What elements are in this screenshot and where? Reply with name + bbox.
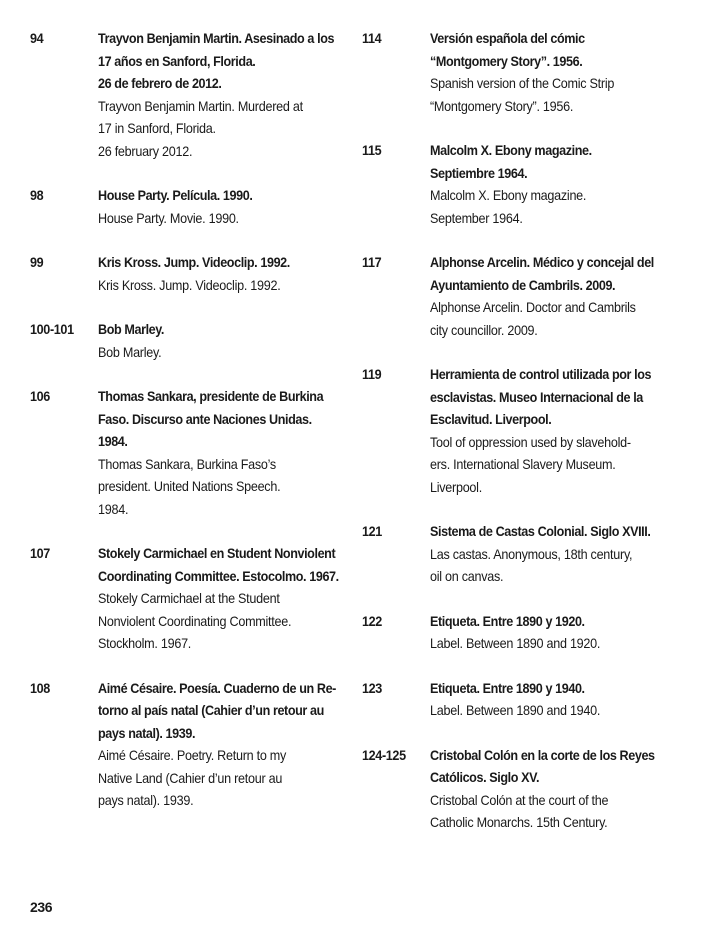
- caption-english-text: Nonviolent Coordinating Committee.: [98, 612, 292, 629]
- caption-spanish-text: Herramienta de control utilizada por los: [430, 366, 652, 382]
- caption-english-line: [430, 319, 682, 342]
- caption-spanish-text: esclavistas. Museo Internacional de la: [430, 388, 643, 405]
- caption-spanish-text: “Montgomery Story”. 1956.: [430, 52, 583, 69]
- figure-number: 114: [362, 30, 382, 46]
- figure-number: 94: [30, 30, 44, 46]
- caption-spanish-line: [430, 162, 682, 185]
- caption-english-text: Label. Between 1890 and 1940.: [430, 702, 601, 718]
- caption-english-line: [430, 632, 682, 655]
- figure-number: 99: [30, 254, 44, 270]
- caption-entry: [30, 677, 342, 812]
- caption-english-text: Spanish version of the Comic Strip: [430, 75, 615, 91]
- caption-english-text: Catholic Monarchs. 15th Century.: [430, 814, 608, 830]
- caption-spanish-line: [430, 408, 682, 431]
- caption-english-line: [98, 767, 342, 790]
- caption-english-text: Las castas. Anonymous, 18th century,: [430, 545, 633, 562]
- caption-entry: [30, 542, 342, 655]
- caption-english-line: [98, 207, 342, 230]
- caption-english-line: [430, 453, 682, 476]
- caption-english-line: [98, 610, 342, 633]
- caption-spanish-text: Kris Kross. Jump. Videoclip. 1992.: [98, 254, 290, 270]
- caption-spanish-line: [98, 184, 342, 207]
- caption-spanish-line: [98, 699, 342, 722]
- caption-text: [430, 251, 682, 341]
- caption-english-line: [98, 475, 342, 498]
- caption-spanish-text: Ayuntamiento de Cambrils. 2009.: [430, 276, 616, 293]
- caption-entry: [362, 27, 682, 117]
- caption-english-text: Trayvon Benjamin Martin. Murdered at: [98, 97, 303, 114]
- caption-entry: [30, 318, 342, 363]
- caption-english-line: [98, 140, 342, 163]
- caption-spanish-text: Bob Marley.: [98, 321, 165, 337]
- caption-spanish-line: [98, 408, 342, 431]
- caption-spanish-line: [430, 274, 682, 297]
- caption-spanish-text: Etiqueta. Entre 1890 y 1920.: [430, 612, 585, 629]
- caption-spanish-text: Trayvon Benjamin Martin. Asesinado a los: [98, 30, 335, 46]
- caption-spanish-line: [430, 610, 682, 633]
- caption-spanish-text: Faso. Discurso ante Naciones Unidas.: [98, 410, 312, 427]
- figure-number: 98: [30, 187, 44, 203]
- caption-english-text: Stokely Carmichael at the Student: [98, 590, 280, 606]
- caption-text: [430, 610, 682, 655]
- caption-spanish-line: [98, 385, 342, 408]
- caption-english-line: [98, 632, 342, 655]
- caption-spanish-text: Coordinating Committee. Estocolmo. 1967.: [98, 567, 339, 584]
- caption-spanish-text: Etiqueta. Entre 1890 y 1940.: [430, 679, 585, 696]
- caption-english-line: [98, 789, 342, 812]
- caption-spanish-text: Católicos. Siglo XV.: [430, 769, 540, 785]
- caption-english-text: Tool of oppression used by slavehold-: [430, 433, 631, 450]
- caption-english-text: Kris Kross. Jump. Videoclip. 1992.: [98, 276, 281, 293]
- caption-spanish-line: [430, 386, 682, 409]
- caption-spanish-text: Septiembre 1964.: [430, 164, 528, 181]
- caption-text: [430, 363, 682, 498]
- caption-spanish-line: [430, 251, 682, 274]
- caption-english-text: Alphonse Arcelin. Doctor and Cambrils: [430, 299, 636, 315]
- caption-spanish-line: [98, 27, 342, 50]
- caption-english-text: pays natal). 1939.: [98, 792, 194, 808]
- caption-spanish-line: [98, 722, 342, 745]
- caption-text: [430, 520, 682, 588]
- caption-spanish-line: [430, 677, 682, 700]
- figure-number: 106: [30, 388, 50, 404]
- caption-spanish-line: [98, 318, 342, 341]
- caption-spanish-line: [430, 50, 682, 73]
- caption-english-text: 1984.: [98, 500, 129, 517]
- caption-english-line: [430, 207, 682, 230]
- caption-english-text: ers. International Slavery Museum.: [430, 456, 616, 472]
- figure-number: 124-125: [362, 746, 406, 763]
- caption-english-text: 26 february 2012.: [98, 142, 193, 159]
- figure-number: 100-101: [30, 321, 74, 337]
- caption-english-text: Native Land (Cahier d’un retour au: [98, 769, 283, 786]
- caption-spanish-line: [98, 430, 342, 453]
- caption-english-text: 17 in Sanford, Florida.: [98, 120, 216, 136]
- caption-english-line: [430, 789, 682, 812]
- caption-entry: [362, 677, 682, 722]
- caption-entry: [362, 520, 682, 588]
- caption-english-text: Cristobal Colón at the court of the: [430, 791, 609, 808]
- caption-english-text: city councillor. 2009.: [430, 321, 538, 338]
- caption-text: [98, 677, 342, 812]
- caption-english-line: [430, 95, 682, 118]
- caption-english-line: [98, 498, 342, 521]
- caption-entry: [362, 363, 682, 498]
- caption-spanish-text: Cristobal Colón en la corte de los Reyes: [430, 746, 655, 763]
- caption-english-text: Stockholm. 1967.: [98, 635, 192, 651]
- caption-english-text: “Montgomery Story”. 1956.: [430, 97, 574, 114]
- caption-english-line: [430, 184, 682, 207]
- caption-spanish-text: Thomas Sankara, presidente de Burkina: [98, 388, 324, 404]
- caption-spanish-text: Versión española del cómic: [430, 30, 585, 46]
- caption-spanish-text: Alphonse Arcelin. Médico y concejal del: [430, 254, 654, 270]
- caption-spanish-line: [430, 520, 682, 543]
- caption-entry: [362, 744, 682, 834]
- caption-text: [98, 251, 342, 296]
- caption-english-line: [430, 476, 682, 499]
- figure-number: 107: [30, 545, 50, 561]
- right-caption-column: [362, 27, 682, 834]
- caption-english-line: [98, 453, 342, 476]
- caption-english-line: [430, 72, 682, 95]
- caption-text: [98, 27, 342, 162]
- caption-english-text: Liverpool.: [430, 478, 482, 495]
- caption-spanish-text: 17 años en Sanford, Florida.: [98, 52, 256, 69]
- caption-spanish-text: Sistema de Castas Colonial. Siglo XVIII.: [430, 523, 651, 539]
- caption-english-line: [430, 296, 682, 319]
- caption-text: [430, 139, 682, 229]
- figure-number: 122: [362, 612, 382, 629]
- caption-spanish-line: [98, 50, 342, 73]
- caption-english-line: [430, 431, 682, 454]
- caption-english-text: Label. Between 1890 and 1920.: [430, 635, 601, 651]
- caption-spanish-line: [430, 766, 682, 789]
- caption-text: [430, 27, 682, 117]
- caption-english-text: Thomas Sankara, Burkina Faso’s: [98, 455, 276, 472]
- caption-entry: [30, 251, 342, 296]
- caption-spanish-text: Aimé Césaire. Poesía. Cuaderno de un Re-: [98, 679, 336, 696]
- caption-entry: [30, 27, 342, 162]
- caption-english-text: House Party. Movie. 1990.: [98, 209, 239, 226]
- caption-english-line: [98, 274, 342, 297]
- caption-english-line: [98, 341, 342, 364]
- caption-text: [98, 542, 342, 655]
- caption-english-text: oil on canvas.: [430, 568, 504, 584]
- figure-number: 115: [362, 142, 382, 158]
- caption-spanish-line: [98, 251, 342, 274]
- figure-number: 119: [362, 366, 382, 382]
- caption-text: [98, 385, 342, 520]
- caption-spanish-line: [430, 139, 682, 162]
- caption-entry: [30, 184, 342, 229]
- caption-spanish-text: Esclavitud. Liverpool.: [430, 411, 552, 427]
- caption-english-line: [98, 587, 342, 610]
- caption-english-line: [430, 811, 682, 834]
- caption-spanish-text: pays natal). 1939.: [98, 724, 196, 741]
- caption-english-text: September 1964.: [430, 209, 523, 226]
- caption-spanish-line: [98, 565, 342, 588]
- caption-spanish-text: 1984.: [98, 433, 128, 449]
- caption-english-line: [430, 543, 682, 566]
- caption-spanish-text: Malcolm X. Ebony magazine.: [430, 142, 592, 158]
- caption-spanish-line: [98, 677, 342, 700]
- caption-spanish-text: 26 de febrero de 2012.: [98, 75, 222, 91]
- caption-spanish-line: [430, 363, 682, 386]
- left-caption-column: [30, 27, 342, 812]
- caption-entry: [362, 139, 682, 229]
- caption-spanish-line: [430, 27, 682, 50]
- caption-spanish-text: Stokely Carmichael en Student Nonviolent: [98, 545, 336, 561]
- figure-number: 108: [30, 679, 50, 696]
- caption-text: [98, 184, 342, 229]
- caption-english-line: [98, 744, 342, 767]
- caption-english-line: [430, 699, 682, 722]
- caption-text: [430, 677, 682, 722]
- caption-english-text: Aimé Césaire. Poetry. Return to my: [98, 747, 287, 763]
- caption-english-text: Malcolm X. Ebony magazine.: [430, 187, 587, 203]
- caption-spanish-text: torno al país natal (Cahier d’un retour au: [98, 702, 324, 718]
- figure-number: 121: [362, 523, 382, 539]
- caption-english-line: [430, 565, 682, 588]
- page-number: 236: [30, 899, 53, 915]
- figure-number: 123: [362, 679, 382, 696]
- figure-number: 117: [362, 254, 382, 270]
- caption-entry: [362, 610, 682, 655]
- caption-spanish-line: [98, 72, 342, 95]
- caption-text: [430, 744, 682, 834]
- caption-spanish-text: House Party. Película. 1990.: [98, 187, 253, 203]
- caption-text: [98, 318, 342, 363]
- caption-english-text: president. United Nations Speech.: [98, 478, 281, 494]
- caption-english-line: [98, 117, 342, 140]
- caption-spanish-line: [98, 542, 342, 565]
- caption-english-text: Bob Marley.: [98, 343, 162, 360]
- caption-spanish-line: [430, 744, 682, 767]
- caption-english-line: [98, 95, 342, 118]
- caption-entry: [362, 251, 682, 341]
- caption-entry: [30, 385, 342, 520]
